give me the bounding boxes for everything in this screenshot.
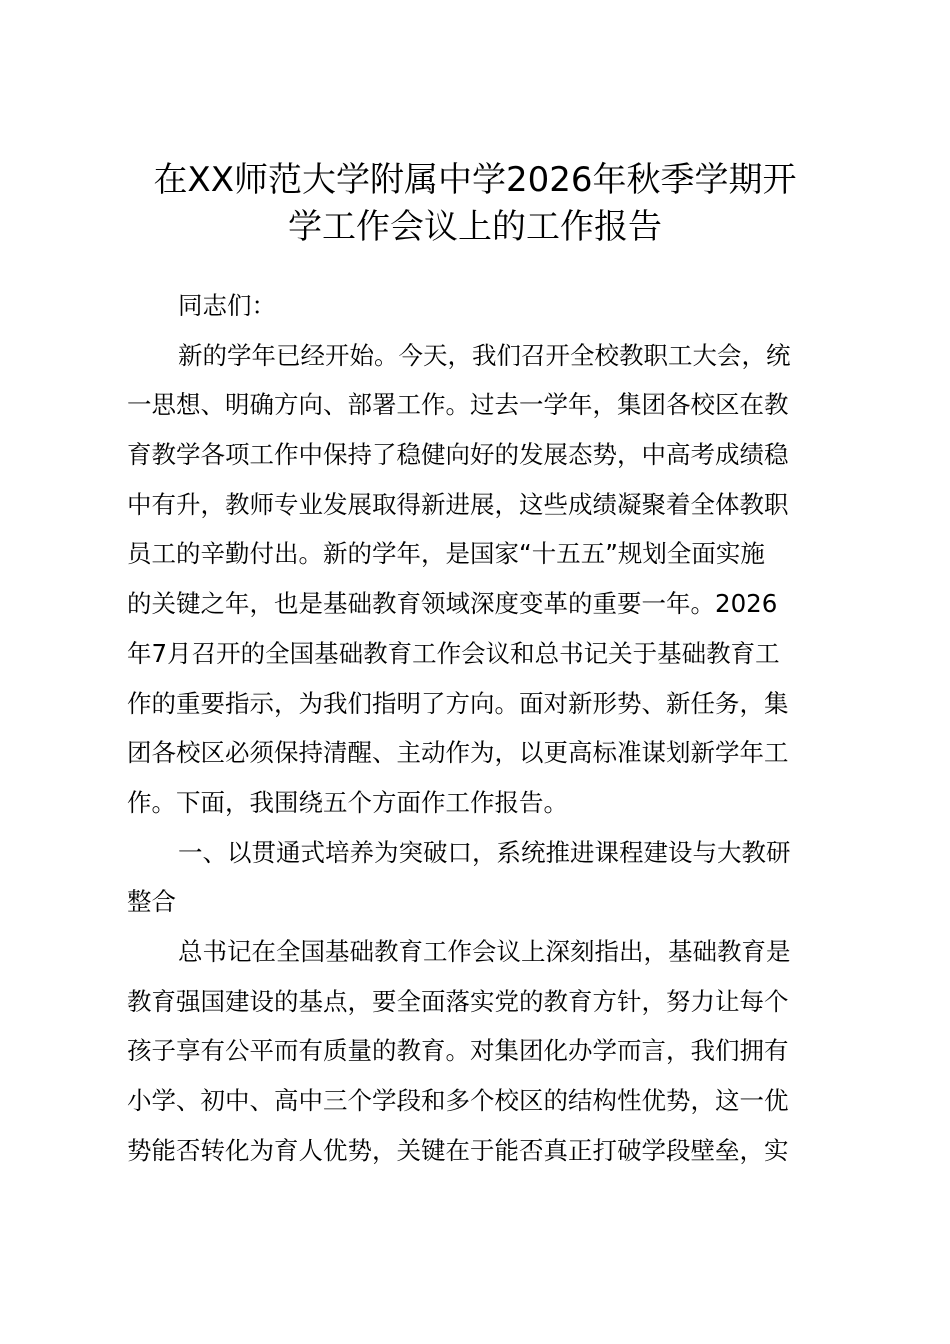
paragraph-line: 年7月召开的全国基础教育工作会议和总书记关于基础教育工 <box>127 638 780 668</box>
paragraph-line: 员工的辛勤付出。新的学年，是国家“十五五”规划全面实施 <box>127 539 765 569</box>
document-title <box>110 157 840 251</box>
paragraph-line: 教育强国建设的基点，要全面落实党的教育方针，努力让每个 <box>127 986 789 1016</box>
paragraph-line: 势能否转化为育人优势，关键在于能否真正打破学段壁垒，实 <box>127 1135 789 1165</box>
title-line-2: 学工作会议上的工作报告 <box>288 207 662 247</box>
paragraph-line: 总书记在全国基础教育工作会议上深刻指出，基础教育是 <box>178 936 791 966</box>
section-heading-1 <box>127 828 833 927</box>
paragraph-line: 中有升，教师专业发展取得新进展，这些成绩凝聚着全体教职 <box>127 489 789 519</box>
paragraph-line: 团各校区必须保持清醒、主动作为，以更高标准谋划新学年工 <box>127 738 789 768</box>
heading-line: 整合 <box>127 887 176 917</box>
document-body <box>127 281 833 1175</box>
paragraph-line: 孩子享有公平而有质量的教育。对集团化办学而言，我们拥有 <box>127 1036 789 1066</box>
paragraph-line: 作。下面，我围绕五个方面作工作报告。 <box>127 787 568 817</box>
salutation: 同志们： <box>178 291 276 320</box>
paragraph-intro <box>127 331 833 828</box>
paragraph-line: 作的重要指示，为我们指明了方向。面对新形势、新任务，集 <box>127 688 789 718</box>
paragraph-line: 新的学年已经开始。今天，我们召开全校教职工大会，统 <box>178 340 791 370</box>
paragraph-line: 的关键之年，也是基础教育领域深度变革的重要一年。2026 <box>127 589 778 619</box>
heading-line: 一、以贯通式培养为突破口，系统推进课程建设与大教研 <box>178 837 791 867</box>
title-line-1: 在XX师范大学附属中学2026年秋季学期开 <box>153 160 797 200</box>
paragraph-line: 一思想、明确方向、部署工作。过去一学年，集团各校区在教 <box>127 390 789 420</box>
paragraph-line: 育教学各项工作中保持了稳健向好的发展态势，中高考成绩稳 <box>127 440 789 470</box>
paragraph-section-1 <box>127 927 833 1175</box>
paragraph-line: 小学、初中、高中三个学段和多个校区的结构性优势，这一优 <box>127 1086 789 1115</box>
